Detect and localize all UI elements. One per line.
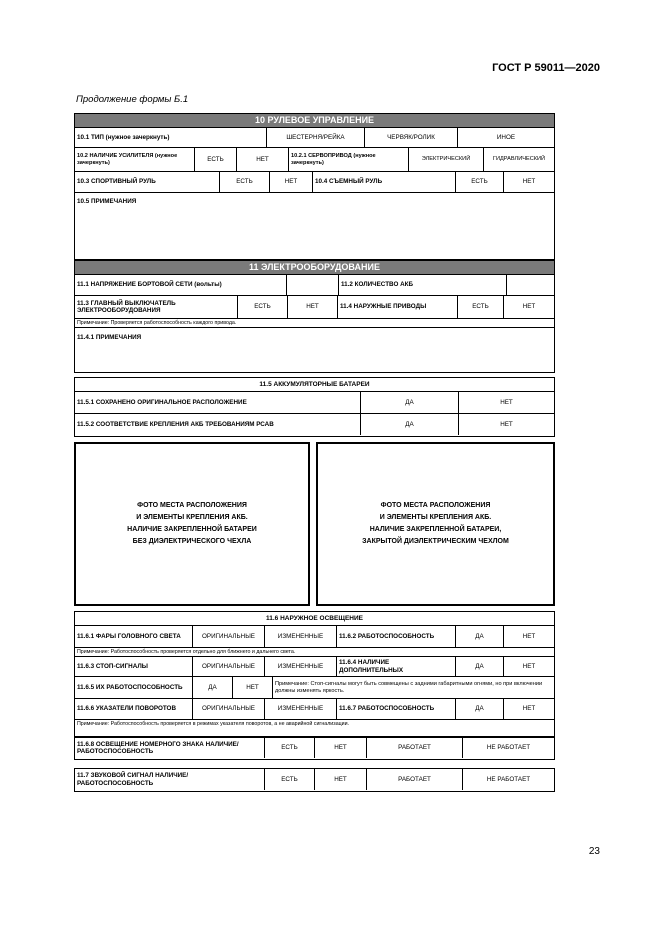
electrical-notes-row — [75, 328, 554, 372]
headlights-modified[interactable]: ИЗМЕНЕННЫЕ — [265, 626, 337, 647]
photo-left-line: ФОТО МЕСТА РАСПОЛОЖЕНИЯ — [137, 502, 247, 509]
headlights-label: 11.6.1 ФАРЫ ГОЛОВНОГО СВЕТА — [75, 626, 193, 647]
battery-mount-label: 11.5.2 СООТВЕТСТВИЕ КРЕПЛЕНИЯ АКБ ТРЕБОВАНИЯМ РСАВ — [75, 414, 361, 435]
main-switch-row — [75, 296, 554, 319]
steering-type-row — [75, 128, 554, 148]
photo-battery-with-cover[interactable] — [316, 442, 555, 606]
their-working-label: 11.6.5 ИХ РАБОТОСПОСОБНОСТЬ — [75, 677, 193, 698]
booster-label: 10.2 НАЛИЧИЕ УСИЛИТЕЛЯ (нужное зачеркнуть) — [75, 148, 195, 171]
voltage-value[interactable] — [287, 275, 339, 295]
horn-not-works[interactable]: НЕ РАБОТАЕТ — [486, 775, 531, 783]
turn-signals-label: 11.6.6 УКАЗАТЕЛИ ПОВОРОТОВ — [75, 699, 193, 719]
turn-signals-original[interactable]: ОРИГИНАЛЬНЫЕ — [193, 699, 265, 719]
servo-hydraulic[interactable]: ГИДРАВЛИЧЕСКИЙ — [492, 156, 546, 163]
photo-left-line: И ЭЛЕМЕНТЫ КРЕПЛЕНИЯ АКБ. — [136, 514, 248, 521]
sport-wheel-label: 10.3 СПОРТИВНЫЙ РУЛЬ — [75, 172, 220, 192]
photo-left-line: БЕЗ ДИЭЛЕКТРИЧЕСКОГО ЧЕХЛА — [132, 538, 252, 545]
headlights-note: Примечание: Работоспособность проверяется отдельно для ближнего и дальнего света. — [75, 648, 554, 657]
steering-notes-row — [75, 193, 554, 260]
photo-right-line: И ЭЛЕМЕНТЫ КРЕПЛЕНИЯ АКБ. — [379, 514, 492, 521]
stop-signals-modified[interactable]: ИЗМЕНЕННЫЕ — [265, 657, 337, 676]
headlights-working-no[interactable]: НЕТ — [522, 632, 536, 640]
removable-wheel-no[interactable]: НЕТ — [522, 178, 536, 186]
servo-electric[interactable]: ЭЛЕКТРИЧЕСКИЙ — [409, 148, 484, 171]
photo-right-line: НАЛИЧИЕ ЗАКРЕПЛЕННОЙ БАТАРЕИ, — [369, 526, 502, 533]
sport-wheel-yes[interactable]: ЕСТЬ — [220, 172, 270, 192]
main-switch-label: 11.3 ГЛАВНЫЙ ВЫКЛЮЧАТЕЛЬ ЭЛЕКТРООБОРУДОВАНИЯ — [75, 296, 238, 318]
page-number: 23 — [588, 846, 600, 857]
battery-count-label: 11.2 КОЛИЧЕСТВО АКБ — [339, 275, 507, 295]
lighting-section — [74, 611, 555, 737]
steering-notes-field[interactable] — [75, 193, 554, 260]
booster-yes[interactable]: ЕСТЬ — [195, 148, 237, 171]
electrical-notes-label: 11.4.1 ПРИМЕЧАНИЯ — [77, 334, 142, 341]
sport-wheel-row — [75, 172, 554, 193]
plate-light-not-works[interactable]: НЕ РАБОТАЕТ — [486, 744, 531, 752]
plate-light-row — [75, 738, 554, 758]
additional-yes[interactable]: ДА — [456, 657, 504, 676]
booster-row — [75, 148, 554, 172]
headlights-original[interactable]: ОРИГИНАЛЬНЫЕ — [193, 626, 265, 647]
stop-signals-note: Примечание: Стоп-сигналы могут быть совмещены с задними габаритными огнями, но при включении должны изменять яркость. — [275, 681, 543, 694]
electrical-note: Примечание: Проверяется работоспособность каждого привода. — [75, 319, 554, 328]
electrical-title: 11 ЭЛЕКТРООБОРУДОВАНИЕ — [75, 261, 554, 275]
battery-count-value[interactable] — [507, 275, 554, 295]
option-rack-pinion[interactable]: ШЕСТЕРНЯ/РЕЙКА — [267, 128, 365, 147]
plate-light-label: 11.6.8 ОСВЕЩЕНИЕ НОМЕРНОГО ЗНАКА НАЛИЧИЕ/РАБОТОСПОСОБНОСТЬ — [75, 738, 265, 758]
steering-type-label: 10.1 ТИП (нужное зачеркнуть) — [75, 128, 267, 147]
additional-no[interactable]: НЕТ — [522, 662, 536, 670]
main-switch-no[interactable]: НЕТ — [288, 296, 338, 318]
stop-signals-row — [75, 657, 554, 677]
battery-orig-label: 11.5.1 СОХРАНЕНО ОРИГИНАЛЬНОЕ РАСПОЛОЖЕНИЕ — [75, 392, 361, 413]
photo-right-text — [362, 500, 509, 548]
battery-mount-yes[interactable]: ДА — [361, 414, 459, 435]
headlights-row — [75, 626, 554, 648]
external-drives-no[interactable]: НЕТ — [522, 303, 536, 311]
turn-signals-row — [75, 699, 554, 720]
turn-signals-note: Примечание: Работоспособность проверяется в режимах указателя поворотов, а не аварийной сигнализации. — [77, 721, 350, 727]
lighting-title: 11.6 НАРУЖНОЕ ОСВЕЩЕНИЕ — [75, 612, 554, 626]
steering-notes-label: 10.5 ПРИМЕЧАНИЯ — [77, 198, 137, 205]
turn-working-label: 11.6.7 РАБОТОСПОСОБНОСТЬ — [337, 699, 456, 719]
steering-section — [74, 113, 555, 260]
voltage-row — [75, 275, 554, 296]
turn-working-no[interactable]: НЕТ — [522, 705, 536, 713]
removable-wheel-label: 10.4 СЪЕМНЫЙ РУЛЬ — [313, 172, 456, 192]
main-switch-yes[interactable]: ЕСТЬ — [238, 296, 288, 318]
stop-signals-original[interactable]: ОРИГИНАЛЬНЫЕ — [193, 657, 265, 676]
voltage-label: 11.1 НАПРЯЖЕНИЕ БОРТОВОЙ СЕТИ (вольты) — [75, 275, 287, 295]
battery-orig-no[interactable]: НЕТ — [500, 398, 513, 406]
photo-left-text — [127, 500, 257, 548]
their-working-yes[interactable]: ДА — [193, 677, 233, 698]
turn-working-yes[interactable]: ДА — [456, 699, 504, 719]
battery-mount-no[interactable]: НЕТ — [500, 420, 513, 428]
plate-light-works[interactable]: РАБОТАЕТ — [367, 738, 463, 758]
option-worm-roller[interactable]: ЧЕРВЯК/РОЛИК — [365, 128, 458, 147]
external-drives-yes[interactable]: ЕСТЬ — [458, 296, 504, 318]
plate-light-section — [74, 737, 555, 760]
horn-works[interactable]: РАБОТАЕТ — [367, 769, 463, 790]
battery-orig-row — [75, 392, 554, 414]
their-working-row — [75, 677, 554, 699]
removable-wheel-yes[interactable]: ЕСТЬ — [456, 172, 504, 192]
their-working-no[interactable]: НЕТ — [233, 677, 273, 698]
electrical-notes-field[interactable] — [75, 328, 554, 372]
horn-row — [75, 769, 554, 790]
plate-light-no[interactable]: НЕТ — [315, 738, 367, 758]
photo-battery-without-cover[interactable] — [74, 442, 310, 606]
steering-title: 10 РУЛЕВОЕ УПРАВЛЕНИЕ — [75, 114, 554, 128]
electrical-section — [74, 260, 555, 373]
plate-light-yes[interactable]: ЕСТЬ — [265, 738, 315, 758]
batteries-section — [74, 377, 555, 437]
battery-mount-row — [75, 414, 554, 435]
photo-left-line: НАЛИЧИЕ ЗАКРЕПЛЕННОЙ БАТАРЕИ — [127, 526, 257, 533]
stop-signals-label: 11.6.3 СТОП-СИГНАЛЫ — [75, 657, 193, 676]
turn-signals-modified[interactable]: ИЗМЕНЕННЫЕ — [265, 699, 337, 719]
headlights-working-label: 11.6.2 РАБОТОСПОСОБНОСТЬ — [337, 626, 456, 647]
horn-label: 11.7 ЗВУКОВОЙ СИГНАЛ НАЛИЧИЕ/ РАБОТОСПОСОБНОСТЬ — [75, 769, 265, 790]
servo-label: 10.2.1 СЕРВОПРИВОД (нужное зачеркнуть) — [289, 148, 409, 171]
headlights-working-yes[interactable]: ДА — [456, 626, 504, 647]
horn-yes[interactable]: ЕСТЬ — [265, 769, 315, 790]
form-caption: Продолжение формы Б.1 — [76, 94, 189, 105]
standard-number: ГОСТ Р 59011—2020 — [492, 62, 600, 74]
battery-orig-yes[interactable]: ДА — [361, 392, 459, 413]
photo-right-line: ЗАКРЫТОЙ ДИЭЛЕКТРИЧЕСКИМ ЧЕХЛОМ — [362, 538, 509, 545]
batteries-title: 11.5 АККУМУЛЯТОРНЫЕ БАТАРЕИ — [75, 378, 554, 392]
photo-right-line: ФОТО МЕСТА РАСПОЛОЖЕНИЯ — [380, 502, 491, 509]
booster-no[interactable]: НЕТ — [237, 148, 289, 171]
additional-label: 11.6.4 НАЛИЧИЕ ДОПОЛНИТЕЛЬНЫХ — [337, 657, 456, 676]
horn-no[interactable]: НЕТ — [315, 769, 367, 790]
sport-wheel-no[interactable]: НЕТ — [270, 172, 313, 192]
option-other[interactable]: ИНОЕ — [496, 133, 516, 141]
horn-section — [74, 768, 555, 792]
external-drives-label: 11.4 НАРУЖНЫЕ ПРИВОДЫ — [338, 296, 458, 318]
